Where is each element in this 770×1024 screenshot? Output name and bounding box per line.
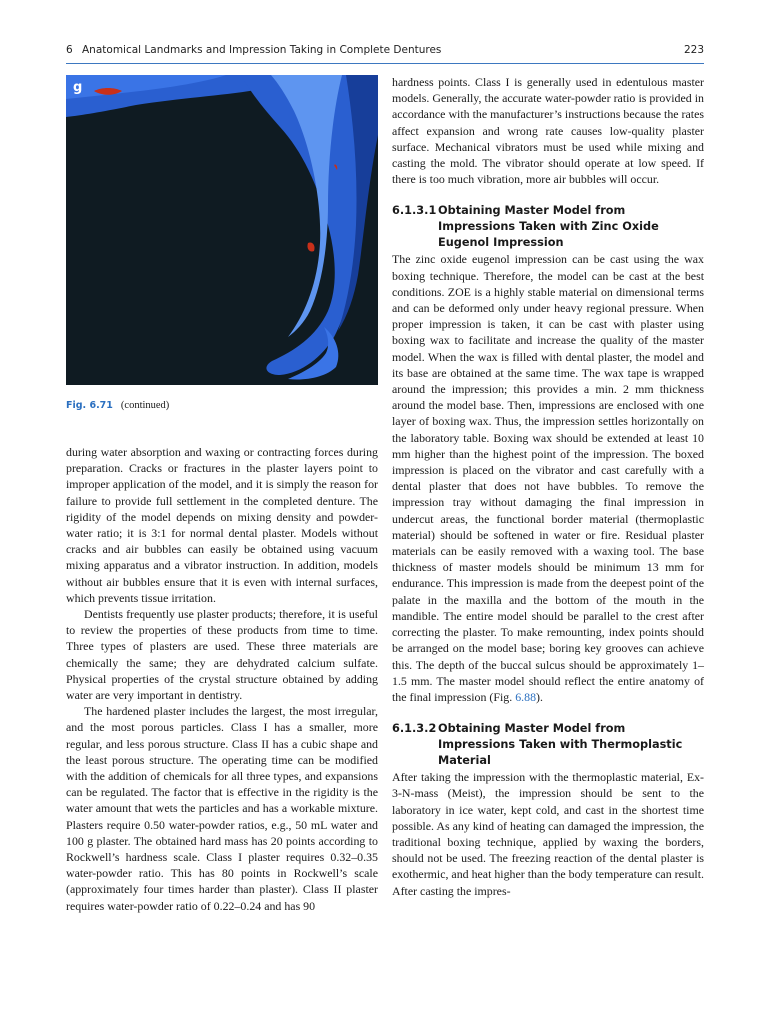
- figure-reference-link[interactable]: 6.88: [515, 689, 537, 704]
- paragraph-text: ).: [536, 689, 543, 704]
- figure-caption: [66, 400, 169, 411]
- figure-panel-letter: g: [73, 80, 83, 95]
- section-number: 6.1.3.2: [392, 722, 437, 736]
- paragraph: Dentists frequently use plaster products; therefore, it is useful to review the properties of these products from time to time. Three types of plasters are used. These three materials are chemically the same; they are dehydrated calcium sulfate. Physical properties of the crystal structure obtained by adding water are very important in dentistry.: [66, 607, 378, 703]
- paragraph: hardness points. Class I is generally used in edentulous master models. Generally, the accurate water-powder ratio is provided in accordance with the manufacturer’s instructions because the rates affect expansion and wrong rate causes low-quality plaster surface. Mechanical vibrators must be used while mixing and casting the mold. The vibrator should operate at low speed. If there is too much vibration, more air bubbles will occur.: [392, 75, 704, 187]
- chapter-number: 6: [66, 44, 73, 56]
- page-number: 223: [683, 44, 704, 56]
- left-column: [66, 444, 378, 914]
- paragraph: [392, 251, 704, 705]
- section-number: 6.1.3.1: [392, 204, 437, 218]
- section-heading: [392, 203, 704, 251]
- figure-impression-photo: [66, 75, 378, 385]
- chapter-title: Anatomical Landmarks and Impression Taking in Complete Dentures: [82, 44, 442, 56]
- section-title: Obtaining Master Model from Impressions Taken with Thermoplastic Material: [438, 722, 683, 768]
- paragraph: The hardened plaster includes the largest, the most irregular, and the most porous particles. Class I has a smaller, more regular, and less porous structure. Class II has a cubic shape and the least porous structure. The operating time can be modified with the addition of chemicals for all three types, and expansions can be regulated. The factor that is effective in the rigidity is the water amount that wets the particles and has a workable mixture. Plasters require 0.50 water-powder ratios, e.g., 50 mL water and 100 g plaster. The obtained hard mass has 20 points according to Rockwell’s hardness scale. Class I plaster requires 0.32–0.35 water-powder ratio. This has 80 points in Rockwell’s scale (approximately four times harder than plaster). Class II plaster requires water-powder ratio of 0.22–0.24 and has 90: [66, 704, 378, 913]
- paragraph-text: The zinc oxide eugenol impression can be cast using the wax boxing technique. Therefore, the model can be cast at the best conditions. ZOE is a highly stable material on dimensional terms and can be deformed only under heavy regional pressure. When proper impression is taken, it can be cast with plaster using boxing wax to facilitate and increase the quality of the master model. When the wax is filled with dental plaster, the model and its base are obtained at the same time. The wax tape is wrapped around the impression; this provides a min. 2 mm thickness around the model base. Then, impressions are enclosed with one layer of boxing wax. Thus, the impression settles horizontally on the laboratory table. Boxing wax should be extended at least 10 mm higher than the highest point of the impression. The boxed impression is placed on the vibrator and cast carefully with a dental plaster that does not have bubbles. To remove the impression tray without damaging the final impression in undercut areas, the functional border material (thermoplastic material) should be softened in water or fire. Residual plaster materials can be easily removed with a waxing tool. The base thickness of master models should be minimum 13 mm for endurance. This impression is made from the deepest point of the palate in the maxilla and the bottom of the mouth in the mandible. The entire model should be parallel to the crest after correcting the plaster. To make remounting, index points should be arranged on the model base; boring key grooves can achieve this. The depth of the buccal sulcus should be approximately 1–1.5 mm. The master model should reflect the entire anatomy of the final impression (Fig.: [392, 252, 704, 704]
- paragraph: during water absorption and waxing or contracting forces during preparation. Cracks or fractures in the plaster layers point to improper application of the model, and it is simply the reason for failure to provide full settlement in the completed denture. The rigidity of the model depends on mixing density and powder-water ratio; it is 3:1 for normal dental plaster. Models without cracks and air bubbles can easily be obtained using vacuum mixing apparatus and a vibrator instruction. In addition, models without air bubbles ensure that it is even with internal surfaces, which prevents tissue irritation.: [66, 445, 378, 605]
- running-header: [66, 44, 704, 62]
- right-column: [392, 74, 704, 899]
- figure-caption-text: (continued): [120, 400, 170, 411]
- header-rule: [66, 63, 704, 64]
- impression-image: [66, 75, 378, 385]
- paragraph: After taking the impression with the thermoplastic material, Ex-3-N-mass (Meist), the impression should be sent to the laboratory in ice water, kept cold, and cast in the shortest time possible. As any kind of heating can damaged the impression, the traditional boxing technique, applied by waxing the borders, should not be used. The freezing reaction of the dental plaster is exothermic, and heat higher than the body temperature can result. After casting the impres-: [392, 770, 705, 898]
- figure-caption-label: Fig. 6.71: [66, 400, 113, 411]
- section-heading: [392, 721, 704, 769]
- section-title: Obtaining Master Model from Impressions Taken with Zinc Oxide Eugenol Impression: [438, 204, 659, 250]
